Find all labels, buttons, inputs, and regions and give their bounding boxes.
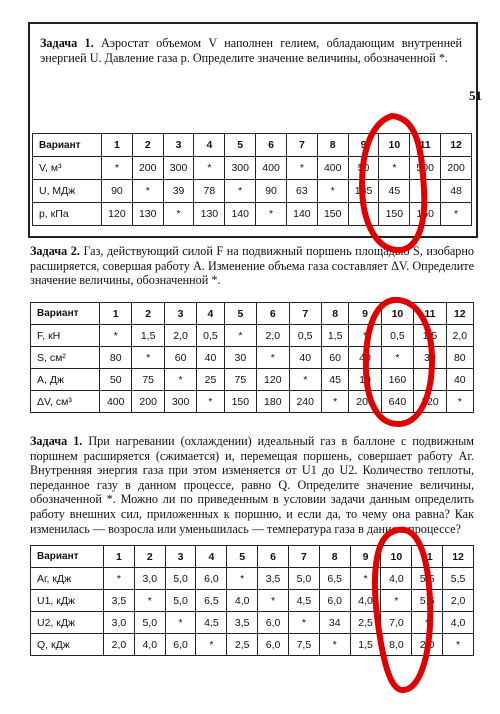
table1-header-cell: 7 — [286, 134, 317, 157]
table1-cell: 300 — [225, 157, 256, 180]
table3-cell: * — [412, 612, 443, 634]
table2-cell: * — [289, 369, 321, 391]
table1-cell: * — [441, 203, 472, 226]
table3-cell: 4,5 — [196, 612, 227, 634]
table2-header-cell: 5 — [224, 303, 256, 325]
table3 — [30, 545, 474, 656]
table3-cell: 6,0 — [196, 568, 227, 590]
table1-cell: * — [379, 157, 410, 180]
table2-cell: 10 — [349, 369, 381, 391]
table2-cell: * — [349, 325, 381, 347]
table2-cell: 45 — [321, 369, 348, 391]
table2-cell: 120 — [414, 391, 446, 413]
table1-header-cell: 8 — [317, 134, 348, 157]
table1-cell: * — [102, 157, 133, 180]
table2-row — [31, 391, 474, 413]
table1-cell: 150 — [410, 203, 441, 226]
table3-cell: 5,0 — [288, 568, 319, 590]
table1-header-cell: 1 — [102, 134, 133, 157]
table1-cell: 120 — [102, 203, 133, 226]
table3-cell: 6,0 — [319, 590, 350, 612]
table3-cell: 6,0 — [258, 612, 289, 634]
table2-cell: * — [414, 369, 446, 391]
table3-cell: 5,5 — [443, 568, 474, 590]
table3-cell: 5,5 — [412, 568, 443, 590]
table1-cell: 90 — [102, 180, 133, 203]
task2-block — [30, 244, 474, 288]
table2-cell: * — [197, 391, 224, 413]
table3-cell: 2,5 — [350, 612, 381, 634]
table2-cell: 640 — [381, 391, 413, 413]
table3-cell: * — [288, 612, 319, 634]
table2-cell: 75 — [132, 369, 164, 391]
table1-header-cell: 2 — [132, 134, 163, 157]
table1-cell: * — [256, 203, 287, 226]
table3-header-cell: 1 — [104, 546, 135, 568]
table2-cell: 300 — [164, 391, 196, 413]
table3-cell: * — [134, 590, 165, 612]
table2-header-cell: 4 — [197, 303, 224, 325]
table2-row — [31, 347, 474, 369]
table3-header-cell: 9 — [350, 546, 381, 568]
table2-header-cell: 11 — [414, 303, 446, 325]
page-number: 51 — [469, 88, 482, 103]
table2-cell: 200 — [132, 391, 164, 413]
task2-title: Задача 2. — [30, 244, 80, 258]
table3-row — [31, 612, 474, 634]
table2 — [30, 302, 474, 413]
table2-cell: 150 — [224, 391, 256, 413]
table3-cell: 7,5 — [288, 634, 319, 656]
table2-cell: 40 — [446, 369, 473, 391]
table1-cell: 140 — [286, 203, 317, 226]
table2-header-cell: 9 — [349, 303, 381, 325]
table2-cell: 2,0 — [257, 325, 289, 347]
table3-cell: 3,0 — [134, 568, 165, 590]
table1-cell: * — [410, 180, 441, 203]
table3-cell: 3,0 — [104, 612, 135, 634]
table1-cell: * — [225, 180, 256, 203]
table3-cell: 6,0 — [258, 634, 289, 656]
table1-row — [33, 157, 472, 180]
table1-cell: 130 — [132, 203, 163, 226]
table3-cell: * — [381, 590, 412, 612]
table2-cell: 75 — [224, 369, 256, 391]
table3-row — [31, 590, 474, 612]
table2-cell: 400 — [100, 391, 132, 413]
table2-cell: 0,5 — [197, 325, 224, 347]
table1-row — [33, 180, 472, 203]
table2-cell: 60 — [164, 347, 196, 369]
table2-cell: 240 — [289, 391, 321, 413]
table1-header-cell: 6 — [256, 134, 287, 157]
task2-body: Газ, действующий силой F на подвижный поршень площадью S, изобарно расширяется, совершая работу A. Изменение объема газа составляет ΔV. Определите значение величины, обозначенной *. — [30, 244, 475, 288]
table1-header-cell: 12 — [441, 134, 472, 157]
table1-cell: 130 — [194, 203, 225, 226]
table2-row-label: S, см² — [31, 347, 100, 369]
task2-paragraph — [30, 244, 474, 288]
table3-cell: * — [443, 634, 474, 656]
table1-cell: * — [132, 180, 163, 203]
table3-row-label: Aг, кДж — [31, 568, 104, 590]
table2-cell: 200 — [349, 391, 381, 413]
table2-header-cell: 3 — [164, 303, 196, 325]
table1-row-label: p, кПа — [33, 203, 102, 226]
table3-cell: 2,0 — [443, 590, 474, 612]
table1-cell: 400 — [256, 157, 287, 180]
table3-cell: 1,5 — [350, 634, 381, 656]
table3-header-cell: 8 — [319, 546, 350, 568]
table1-cell: 300 — [163, 157, 194, 180]
table1-cell: 90 — [256, 180, 287, 203]
table3-row — [31, 634, 474, 656]
table3-cell: 3,5 — [258, 568, 289, 590]
table1-cell: 150 — [317, 203, 348, 226]
table2-cell: * — [132, 347, 164, 369]
table3-header-cell: 2 — [134, 546, 165, 568]
table1-row-label: U, МДж — [33, 180, 102, 203]
table2-header-cell: 6 — [257, 303, 289, 325]
table2-cell: * — [100, 325, 132, 347]
table2-header-cell: 7 — [289, 303, 321, 325]
table1-cell: 50 — [348, 157, 379, 180]
table3-header-cell: 3 — [165, 546, 196, 568]
table2-cell: 120 — [257, 369, 289, 391]
table2-cell: 40 — [349, 347, 381, 369]
table1-header-cell: 4 — [194, 134, 225, 157]
table1-cell: 200 — [132, 157, 163, 180]
table3-cell: * — [165, 612, 196, 634]
table2-cell: * — [257, 347, 289, 369]
table3-cell: * — [227, 568, 258, 590]
table3-cell: 6,5 — [196, 590, 227, 612]
table1-header-cell: Вариант — [33, 134, 102, 157]
table2-cell: 40 — [289, 347, 321, 369]
table3-cell: 3,5 — [227, 612, 258, 634]
table3-row-label: U1, кДж — [31, 590, 104, 612]
table2-cell: 1,5 — [321, 325, 348, 347]
table1-cell: 63 — [286, 180, 317, 203]
table1-cell: 45 — [379, 180, 410, 203]
table1-cell: * — [286, 157, 317, 180]
table3-header-cell: 6 — [258, 546, 289, 568]
table3-cell: 5,0 — [134, 612, 165, 634]
table3-cell: * — [196, 634, 227, 656]
table2-cell: 180 — [257, 391, 289, 413]
table2-cell: 0,5 — [381, 325, 413, 347]
table3-cell: 2,0 — [412, 634, 443, 656]
table2-row — [31, 369, 474, 391]
table2-cell: * — [446, 391, 473, 413]
table2-cell: 160 — [381, 369, 413, 391]
table2-cell: 1,5 — [132, 325, 164, 347]
table1-header-cell: 9 — [348, 134, 379, 157]
table2-cell: 0,5 — [289, 325, 321, 347]
table1-header-cell: 11 — [410, 134, 441, 157]
task1a-body: Аэростат объемом V наполнен гелием, обладающим внутренней энергией U. Давление газа p. Определите значение величины, обозначенной *. — [40, 36, 463, 65]
table3-cell: 4,0 — [381, 568, 412, 590]
table1-header-cell: 10 — [379, 134, 410, 157]
table2-header-cell: 12 — [446, 303, 473, 325]
table2-header-cell: Вариант — [31, 303, 100, 325]
table3-header-cell: 10 — [381, 546, 412, 568]
table2-cell: * — [224, 325, 256, 347]
table2-cell: * — [164, 369, 196, 391]
table1-cell: 140 — [225, 203, 256, 226]
table3-cell: 5,0 — [165, 590, 196, 612]
table2-cell: 40 — [197, 347, 224, 369]
table2-cell: 80 — [446, 347, 473, 369]
table2-header-cell: 1 — [100, 303, 132, 325]
table3-cell: 4,0 — [227, 590, 258, 612]
table2-cell: 50 — [100, 369, 132, 391]
table3-cell: 6,0 — [165, 634, 196, 656]
table3-cell: 4,0 — [350, 590, 381, 612]
table3-header-cell: 11 — [412, 546, 443, 568]
table3-cell: * — [258, 590, 289, 612]
table1-row — [33, 203, 472, 226]
task3-title: Задача 1. — [30, 434, 83, 448]
table1-cell: * — [194, 157, 225, 180]
table1-cell: 500 — [410, 157, 441, 180]
table3-cell: 4,0 — [443, 612, 474, 634]
table2-cell: 1,5 — [414, 325, 446, 347]
task3-paragraph — [30, 434, 474, 536]
table2-cell: 2,0 — [446, 325, 473, 347]
table3-header-cell: 4 — [196, 546, 227, 568]
table1-cell: 200 — [441, 157, 472, 180]
table2-header-cell: 2 — [132, 303, 164, 325]
table3-cell: * — [350, 568, 381, 590]
table1-row-label: V, м³ — [33, 157, 102, 180]
table3-cell: 5,0 — [165, 568, 196, 590]
table3-row-label: U2, кДж — [31, 612, 104, 634]
task3-body: При нагревании (охлаждении) идеальный газ в баллоне с подвижным поршнем расширяется (сжимается) и, перемещая поршень, совершает работу Aг. Внутренняя энергия газа при этом изменяется от U1 до U2. Количество теплоты, переданное газу в данном процессе, равно Q. Определите значение величины, обозначенной *. Можно ли по приведенным в условии задачи данным определить работу внешних сил, приложенных к поршню, и если да, то чему она равна? Как изменилась — возросла или уменьшилась — температура газа в данном процессе? — [30, 434, 474, 536]
table1-header-cell: 5 — [225, 134, 256, 157]
table1-header-cell: 3 — [163, 134, 194, 157]
table1 — [32, 133, 472, 226]
table3-header-cell: 5 — [227, 546, 258, 568]
table1-cell: 78 — [194, 180, 225, 203]
table1-cell: * — [317, 180, 348, 203]
table2-row-label: A, Дж — [31, 369, 100, 391]
table2-cell: 80 — [100, 347, 132, 369]
table2-cell: * — [381, 347, 413, 369]
task1a-title: Задача 1. — [40, 36, 94, 50]
table3-header-cell: Вариант — [31, 546, 104, 568]
table3-header-cell: 7 — [288, 546, 319, 568]
table2-cell: 30 — [414, 347, 446, 369]
table2-header-cell: 10 — [381, 303, 413, 325]
table3-header-row — [31, 546, 474, 568]
table3-cell: 7,0 — [381, 612, 412, 634]
table3-header-cell: 12 — [443, 546, 474, 568]
table3-cell: 6,5 — [319, 568, 350, 590]
table2-header-cell: 8 — [321, 303, 348, 325]
table1-cell: 400 — [317, 157, 348, 180]
table3-cell: 8,0 — [381, 634, 412, 656]
table3-cell: * — [319, 634, 350, 656]
table2-cell: 60 — [321, 347, 348, 369]
table2-header-row — [31, 303, 474, 325]
table3-cell: 4,0 — [134, 634, 165, 656]
task1a-paragraph — [40, 36, 462, 65]
task3-block — [30, 434, 474, 536]
table3-row-label: Q, кДж — [31, 634, 104, 656]
table1-cell: 48 — [441, 180, 472, 203]
table1-cell: 39 — [163, 180, 194, 203]
table2-cell: 2,0 — [164, 325, 196, 347]
table2-cell: 25 — [197, 369, 224, 391]
table1-cell: * — [163, 203, 194, 226]
table3-cell: 4,5 — [288, 590, 319, 612]
table3-cell: 2,5 — [227, 634, 258, 656]
table2-cell: 30 — [224, 347, 256, 369]
table3-cell: 3,5 — [104, 590, 135, 612]
table3-cell: 5,5 — [412, 590, 443, 612]
table1-cell: 135 — [348, 180, 379, 203]
task1a-block — [40, 36, 462, 65]
table3-cell: 2,0 — [104, 634, 135, 656]
table3-row — [31, 568, 474, 590]
table2-row-label: F, кН — [31, 325, 100, 347]
table3-cell: 34 — [319, 612, 350, 634]
table1-header-row — [33, 134, 472, 157]
table1-cell: 150 — [379, 203, 410, 226]
table2-cell: * — [321, 391, 348, 413]
table2-row-label: ΔV, см³ — [31, 391, 100, 413]
table1-cell: * — [348, 203, 379, 226]
table3-cell: * — [104, 568, 135, 590]
table2-row — [31, 325, 474, 347]
